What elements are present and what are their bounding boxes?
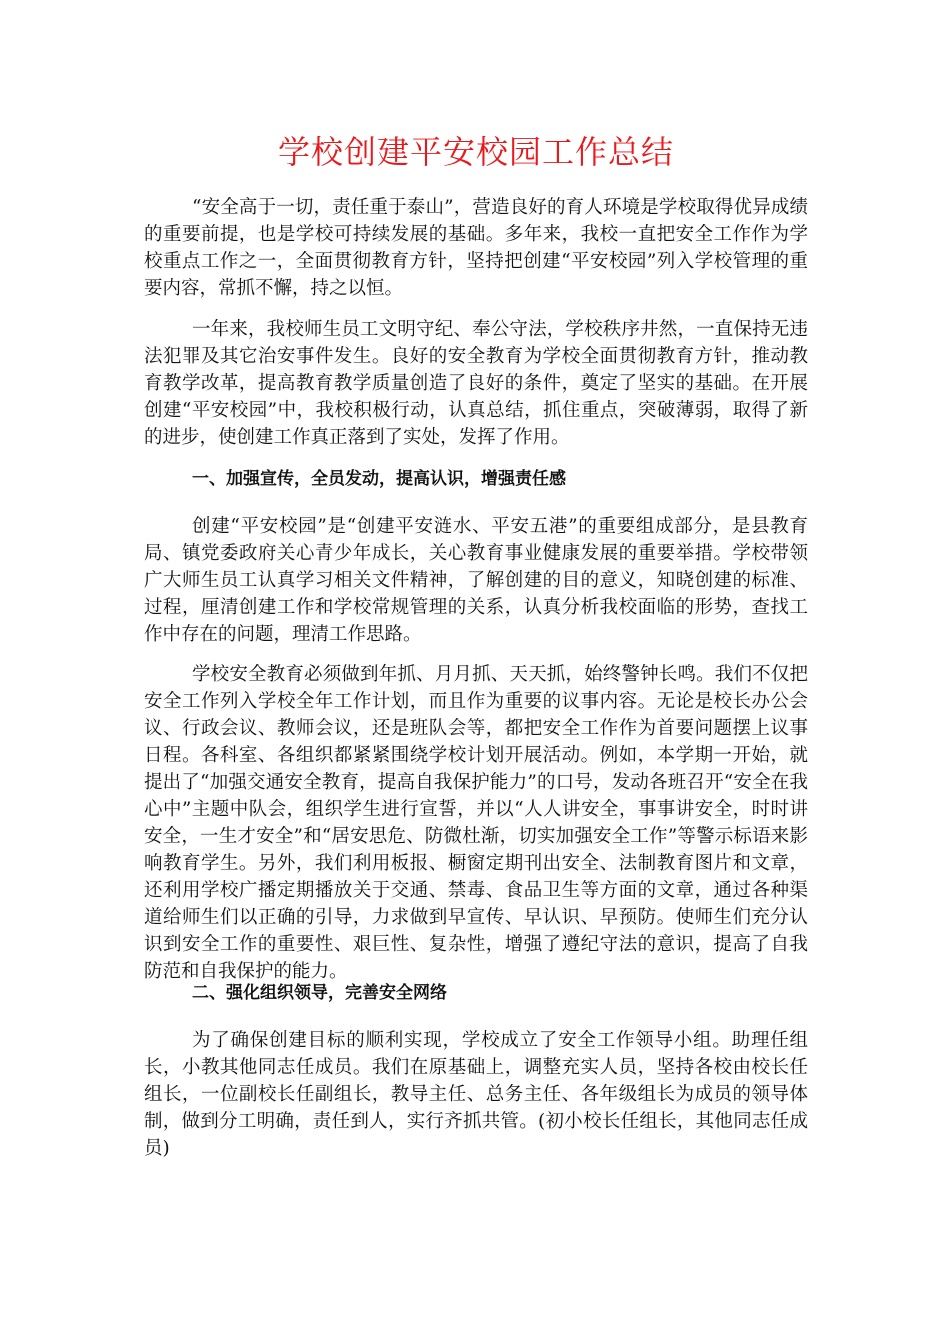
document-title: 学校创建平安校园工作总结 — [277, 133, 674, 171]
section-heading-1: 一、加强宣传，全员发动，提高认识，增强责任感 — [192, 469, 566, 489]
paragraph-overview: 一年来，我校师生员工文明守纪、奉公守法，学校秩序井然，一直保持无违法犯罪及其它治安事件发生。良好的安全教育为学校全面贯彻教育方针，推动教育教学改革，提高教育教学质量创造了良好的条件，奠定了坚实的基础。在开展创建“平安校园”中，我校积极行动，认真总结，抓住重点，突破薄弱，取得了新的进步，使创建工作真正落到了实处，发挥了作用。 — [144, 319, 808, 448]
paragraph-section1-b: 学校安全教育必须做到年抓、月月抓、天天抓，始终警钟长鸣。我们不仅把安全工作列入学校全年工作计划，而且作为重要的议事内容。无论是校长办公会议、行政会议、教师会议，还是班队会等，都把安全工作作为首要问题摆上议事日程。各科室、各组织都紧紧围绕学校计划开展活动。例如，本学期一开始，就提出了“加强交通安全教育，提高自我保护能力”的口号，发动各班召开“安全在我心中”主题中队会，组织学生进行宣誓，并以“人人讲安全，事事讲安全，时时讲安全，一生才安全”和“居安思危、防微杜渐，切实加强安全工作”等警示标语来影响教育学生。另外，我们利用板报、橱窗定期刊出安全、法制教育图片和文章，还利用学校广播定期播放关于交通、禁毒、食品卫生等方面的文章，通过各种渠道给师生们以正确的引导，力求做到早宣传、早认识、早预防。使师生们充分认识到安全工作的重要性、艰巨性、复杂性，增强了遵纪守法的意识，提高了自我防范和自我保护的能力。 — [144, 664, 808, 982]
section-heading-2: 二、强化组织领导，完善安全网络 — [192, 983, 447, 1003]
document-page — [144, 0, 808, 1344]
paragraph-section2-a: 为了确保创建目标的顺利实现，学校成立了安全工作领导小组。助理任组长，小教其他同志任成员。我们在原基础上，调整充实人员，坚持各校由校长任组长，一位副校长任副组长，教导主任、总务主任、各年级组长为成员的领导体制，做到分工明确，责任到人，实行齐抓共管。(初小校长任组长，其他同志任成员) — [144, 1030, 808, 1159]
paragraph-section1-a: 创建“平安校园”是“创建平安涟水、平安五港”的重要组成部分，是县教育局、镇党委政府关心青少年成长，关心教育事业健康发展的重要举措。学校带领广大师生员工认真学习相关文件精神，了解创建的目的意义，知晓创建的标准、过程，厘清创建工作和学校常规管理的关系，认真分析我校面临的形势，查找工作中存在的问题，理清工作思路。 — [144, 516, 808, 645]
paragraph-intro: “安全高于一切，责任重于泰山”，营造良好的育人环境是学校取得优异成绩的重要前提，也是学校可持续发展的基础。多年来，我校一直把安全工作作为学校重点工作之一，全面贯彻教育方针，坚持把创建“平安校园”列入学校管理的重要内容，常抓不懈，持之以恒。 — [144, 197, 808, 299]
